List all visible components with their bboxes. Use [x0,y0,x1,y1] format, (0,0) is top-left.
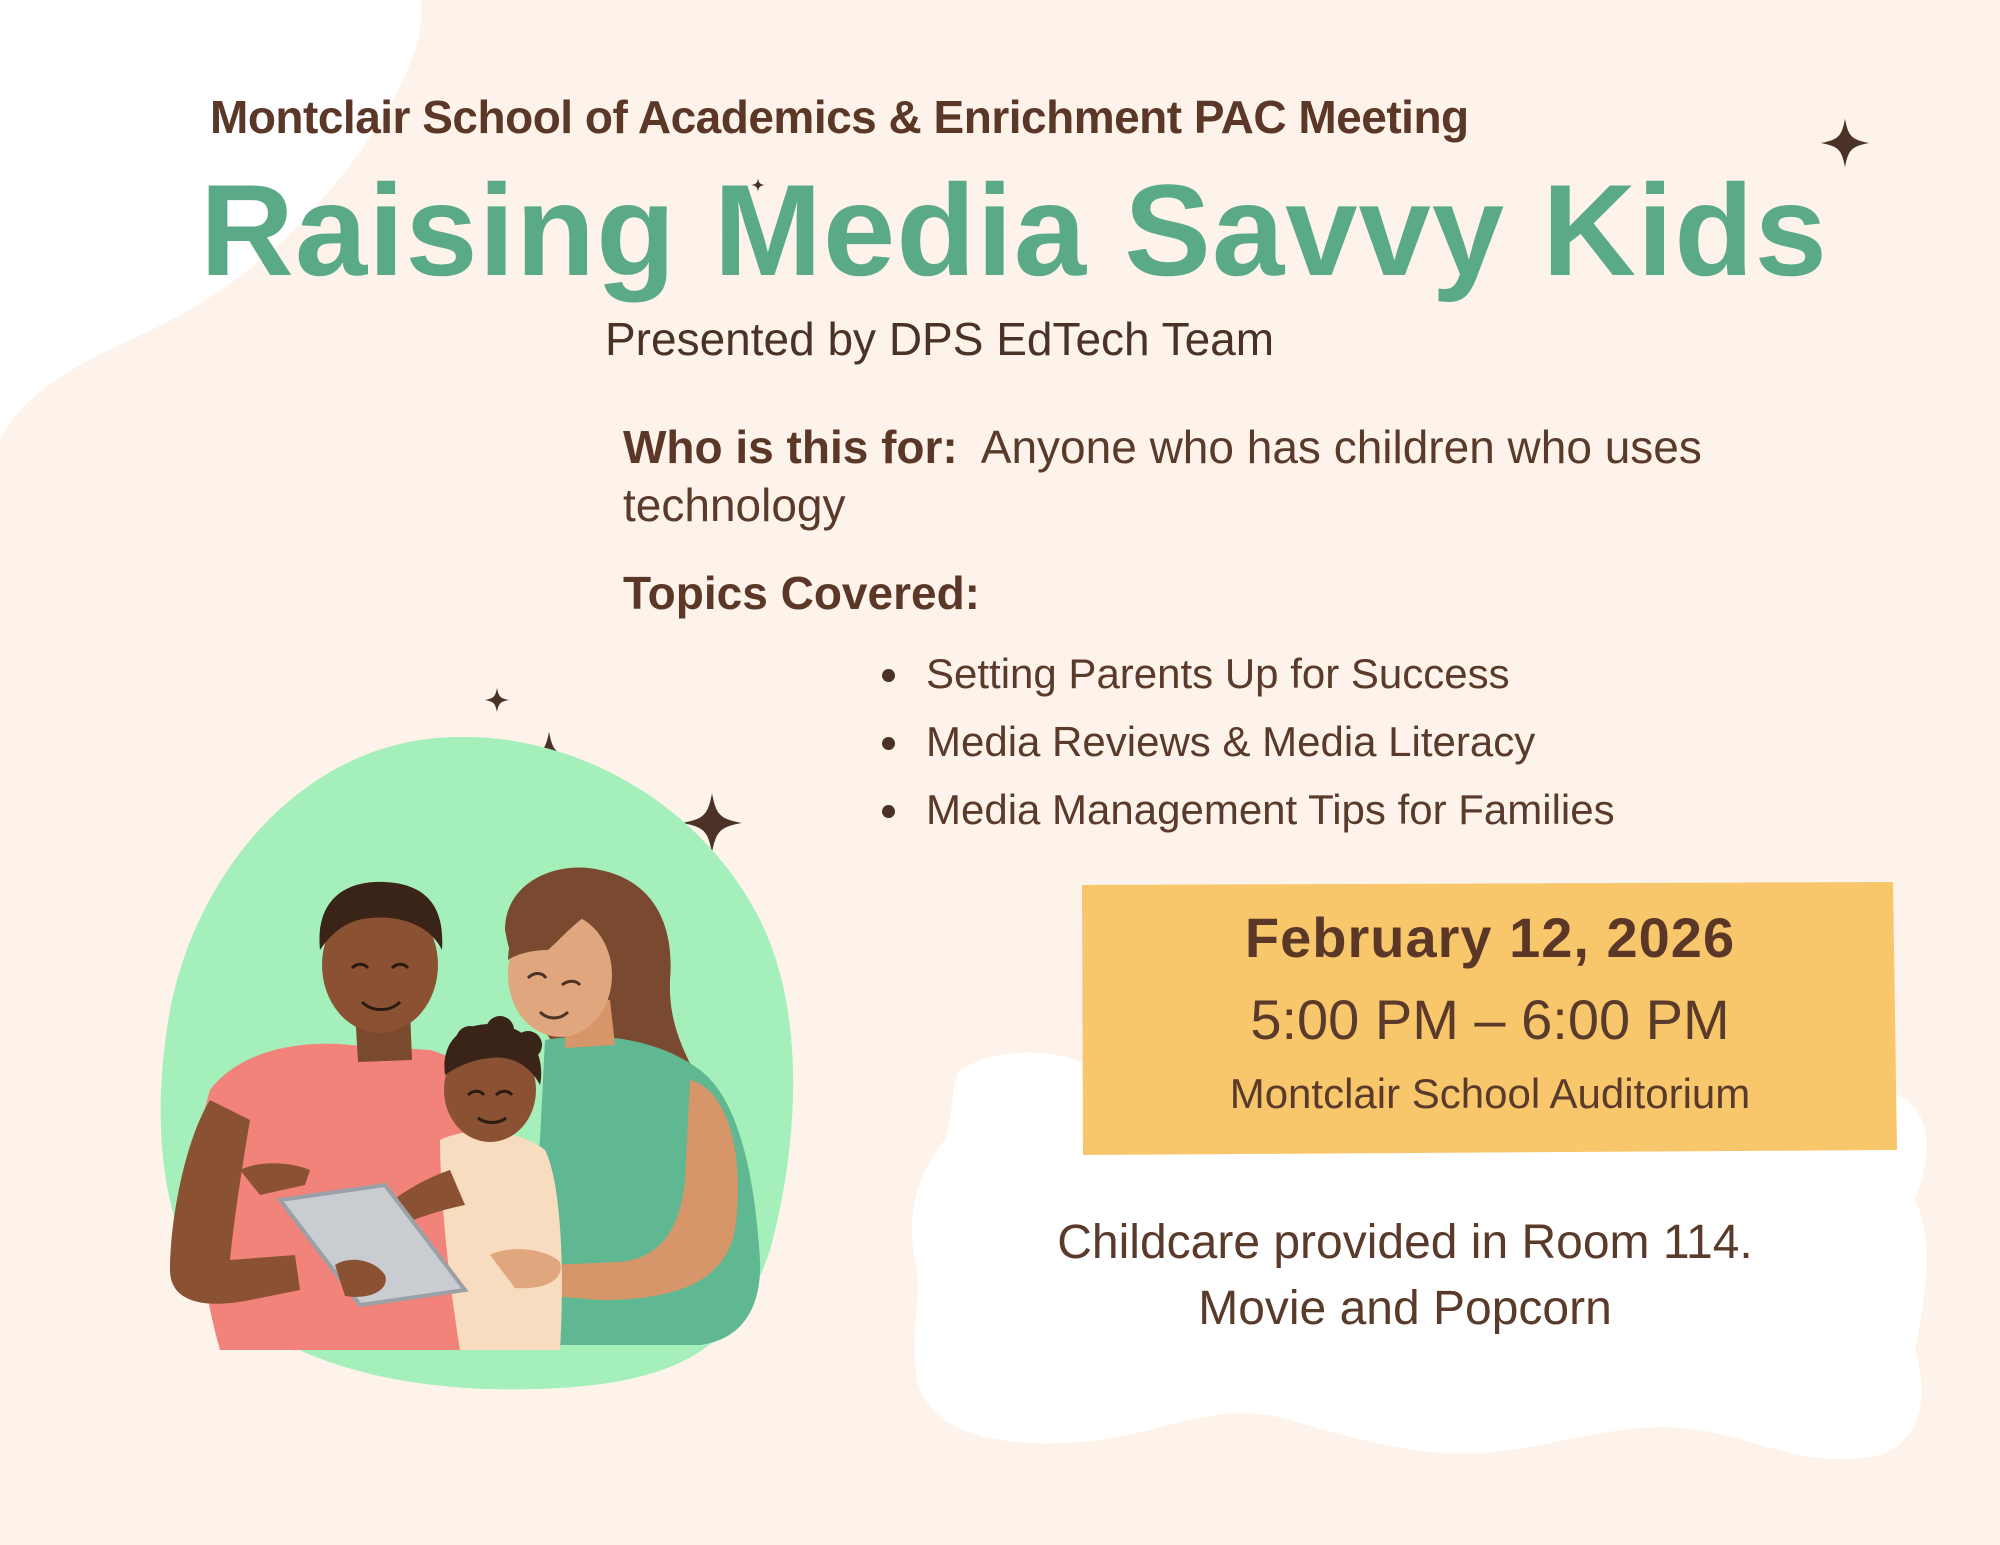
audience-section [623,418,1873,534]
event-details-box [1085,885,1895,1155]
event-date: February 12, 2026 [1244,906,1736,969]
page-title: Raising Media Savvy Kids [200,157,1828,303]
topic-item: Media Management Tips for Families [880,776,1615,844]
audience-text: Anyone who has children who uses technology [623,421,1702,531]
childcare-line: Childcare provided in Room 114. [1057,1216,1753,1269]
sparkle-icon [1821,119,1869,167]
event-time: 5:00 PM – 6:00 PM [1250,988,1730,1051]
topic-item: Setting Parents Up for Success [880,640,1615,708]
presenter-line: Presented by DPS EdTech Team [605,313,1275,365]
topic-item: Media Reviews & Media Literacy [880,708,1615,776]
childcare-notes [905,1210,1905,1342]
audience-label: Who is this for: [623,421,958,473]
movie-line: Movie and Popcorn [1198,1282,1612,1335]
topics-heading: Topics Covered: [623,567,980,619]
family-tablet-illustration [161,737,794,1389]
sparkle-icon [485,688,509,712]
school-meeting-line: Montclair School of Academics & Enrichment PAC Meeting [210,91,1469,143]
topics-list [880,640,1615,844]
event-location: Montclair School Auditorium [1229,1070,1751,1117]
